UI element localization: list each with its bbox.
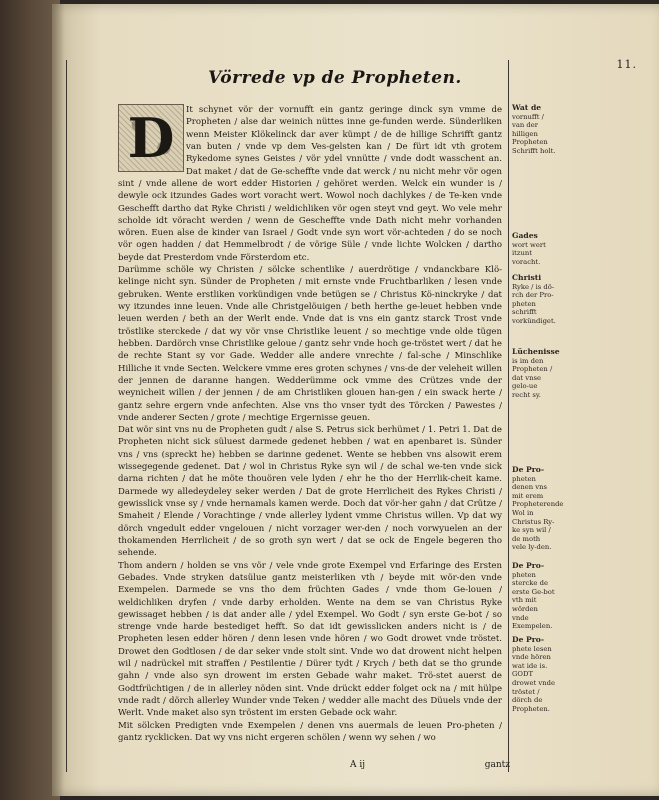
- margin-note-2: [512, 232, 556, 266]
- margin-note-text: phete lesen vnde hören wat ide is. GODT drowet vnde tröstet / dörch de Propheten.: [512, 644, 556, 713]
- margin-note-head: Lüchenisse: [512, 347, 560, 356]
- paragraph-1: It schynet vör der vornufft ein gantz geringe dinck syn vmme de Propheten / alse dar weinich nüttes inne ge-funden werde. Sünderliken wenn Meister Klökelinck dar aver kümpt / de de hillige Schrifft gantz van buten / vnde vp dem Ves-gelsten kan / De fürt idt vth grotem Rykedome synes Geistes / vör ydel vnnütte / vnde dodt wasschent an. Dat maket / dat de Ge-scheffte vnde dat werck / nu nicht mehr vör ogen sint / vnde allene de wort edder Historien / gehöret werden. Welck ein wunder is / dewyle ock itzundes Gades wort voracht wert. Wowol noch dachlykes / de Te-ken vnde Geschefft dartho dat Ryke Christi / weldichliken vör ogen steyt vnd geyt. Wo vele mehr scholde idt vöracht werden / wenn de Gescheffte vnde Dath nicht mehr vorhanden wören. Euen alse de kinder van Israel / Godt vnde syn wort vör-achteden / do se noch vör ogen hadden / dat Hemmelbrodt / de vörige Süle / vnde lichte Wolcken / dartho beyde dat Presterdom vnde Försterdom etc.: [118, 105, 502, 263]
- paragraph-4: Thom andern / holden se vns vör / vele vnde grote Exempel vnd Erfaringe des Ersten Gebades. Vnde stryken datsülue gantz meisterliken vth / beyde mit wör-den vnde Exempelen. Darmede se vns tho dem früchten Gades / vnde thom Ge-louen / weldichliken dryfen / vnde darby erholden. Wente na dem se van Christus Ryke gewissaget hebben / is dat ander alle / ydel Exempel. Wo Godt / syn erste Ge-bot / so strenge vnde harde bestediget hefft. So dat idt gewisslicken anders nicht is / de Propheten lesen edder hören / denn lesen vnde hören / wo Godt drowet vnde tröstet. Drowet den Godtlosen / de dar seker vnde stolt sint. Vnde wo dat drowent nicht helpen wil / nadrückel mit straffen / Pestilentie / Dürer tydt / Krych / beth dat se tho grunde gahn / vnde also syn drowent im ersten Gebade wahr maket. Trö-stet auerst de Godtfrüchtigen / de in allerley nöden sint. Vnde drückt edder folget ock na / mit hülpe vnde radt / dörch allerley Wunder vnde Teken / wedder alle macht des Düuels vnde der Werlt. Vnde maket also syn tröstent im ersten Gebade ock wahr.: [118, 560, 502, 719]
- signature-mark: A ij: [350, 760, 366, 770]
- margin-note-1: [512, 104, 556, 156]
- page-title: Vörrede vp de Propheten.: [208, 68, 462, 88]
- book-cover-edge: [0, 0, 60, 800]
- margin-note-text: pheten stercke de erste Ge-bot vth mit wörden vnde Exempelen.: [512, 570, 555, 631]
- margin-note-head: De Pro-: [512, 635, 544, 644]
- paragraph-2: Darümme schöle wy Christen / sölcke schentlike / auerdrötige / vndanckbare Klö-kelinge nicht syn. Sünder de Propheten / mit ernste vnde Fruchtbarliken / lesen vnde gebruken. Wente erstliken vorkündigen vnde betügen se / Christus Kö-ninckryke / dat wy itzundes inne leuen. Vnde alle Christgelöuigen / beth herthe ge-leuet hebben vnde leuen werden / beth an der Werlt ende. Vnde dat is vns ein gantz starck Trost vnde tröstlike sterckede / dat wy vör vnse Christlike leuent / so mechtige vnde olde tügen hebben. Dardörch vnse Christlike geloue / gantz sehr vnde hoch ge-tröstet wert / dat he de rechte Stant sy vor Gade. Wedder alle andere vnrechte / fal-sche / Minschlike Hilliche it vnde Secten. Welckere vmme eres groten schynes / vns-de der veleheit willen der jennen de daranne hangen. Wedderümme ock vmme des Crützes vnde der weynicheit willen / der jennen / de am Christliken glouen han-gen / ein swack herte / gantz sehre ergern vnde anfechten. Alse vns tho vnser tydt des Törcken / Pawestes / vnde anderer Secten / grote / mechtige Ergernisse geuen.: [118, 265, 502, 423]
- text-frame-left-rule: [66, 60, 67, 772]
- initial-letter: D: [127, 106, 175, 170]
- gutter-shadow: [52, 4, 64, 796]
- margin-note-7: [512, 636, 556, 713]
- margin-note-text: Ryke / is dö-rch der Pro-pheten schrifft vorkündiget.: [512, 282, 556, 325]
- page-number: 11.: [616, 58, 637, 71]
- margin-note-head: De Pro-: [512, 561, 544, 570]
- margin-note-4: [512, 347, 560, 400]
- margin-note-3: [512, 274, 556, 326]
- paragraph-5: Mit sölcken Predigten vnde Exempelen / denen vns auermals de leuen Pro-pheten / gantz rycklicken. Dat wy vns nicht ergeren schölen / wenn wy sehen / wo: [118, 720, 502, 743]
- margin-note-head: Gades: [512, 231, 538, 240]
- margin-note-head: De Pro-: [512, 465, 544, 474]
- margin-column-rule: [508, 60, 509, 772]
- margin-note-5: [512, 465, 564, 552]
- margin-note-text: wort wert itzunt voracht.: [512, 240, 546, 266]
- margin-note-head: Wat de: [512, 103, 542, 112]
- margin-note-text: pheten denen vns mit erem Propheterende Wol in Christus Ry-ke syn wil / de moth vele ly-den.: [512, 474, 564, 552]
- margin-note-6: [512, 562, 556, 631]
- margin-note-head: Christi: [512, 273, 542, 282]
- margin-note-text: vornufft / van der hilligen Propheten Schrifft holt.: [512, 112, 556, 155]
- catchword: gantz: [484, 760, 510, 770]
- decorated-initial: [118, 104, 184, 172]
- main-text-block: [118, 104, 502, 760]
- margin-note-text: is im den Propheten / dat vnse gelo-ue recht sy.: [512, 356, 553, 399]
- paragraph-3: Dat wör sint vns nu de Propheten gudt / alse S. Petrus sick berhümet / 1. Petri 1. Dat de Propheten nicht sick süluest darmede gedenet hebben / wat en apenbaret is. Sünder vns / vns (spreckt he) hebben se darinne gedenet. Wente se hebben vns alsowit erem wissegegende gedenet. Dat / wol in Christus Ryke syn wil / de schal we-ten vnde sick darna richten / dat he möte thouören vele lyden / ehr he tho der Herrlik-cheit kame. Darmede wy alledeydeley seker werden / Dat de grote Herrlicheit des Rykes Christi / gewisslick vnse sy / vnde hernamals kamen werde. Doch dat vör-her gahn / dat Crütze / Smaheit / Elende / Vorachtinge / vnde allerley lydent vmme Christus willen. Vp dat wy dörch vngedult edder vngelouen / nicht vorzager wer-den / noch vorwyuelen an der thokamenden Herrlicheit / de so groth syn wert / dat se ock de Engele begeren tho sehende.: [118, 425, 502, 559]
